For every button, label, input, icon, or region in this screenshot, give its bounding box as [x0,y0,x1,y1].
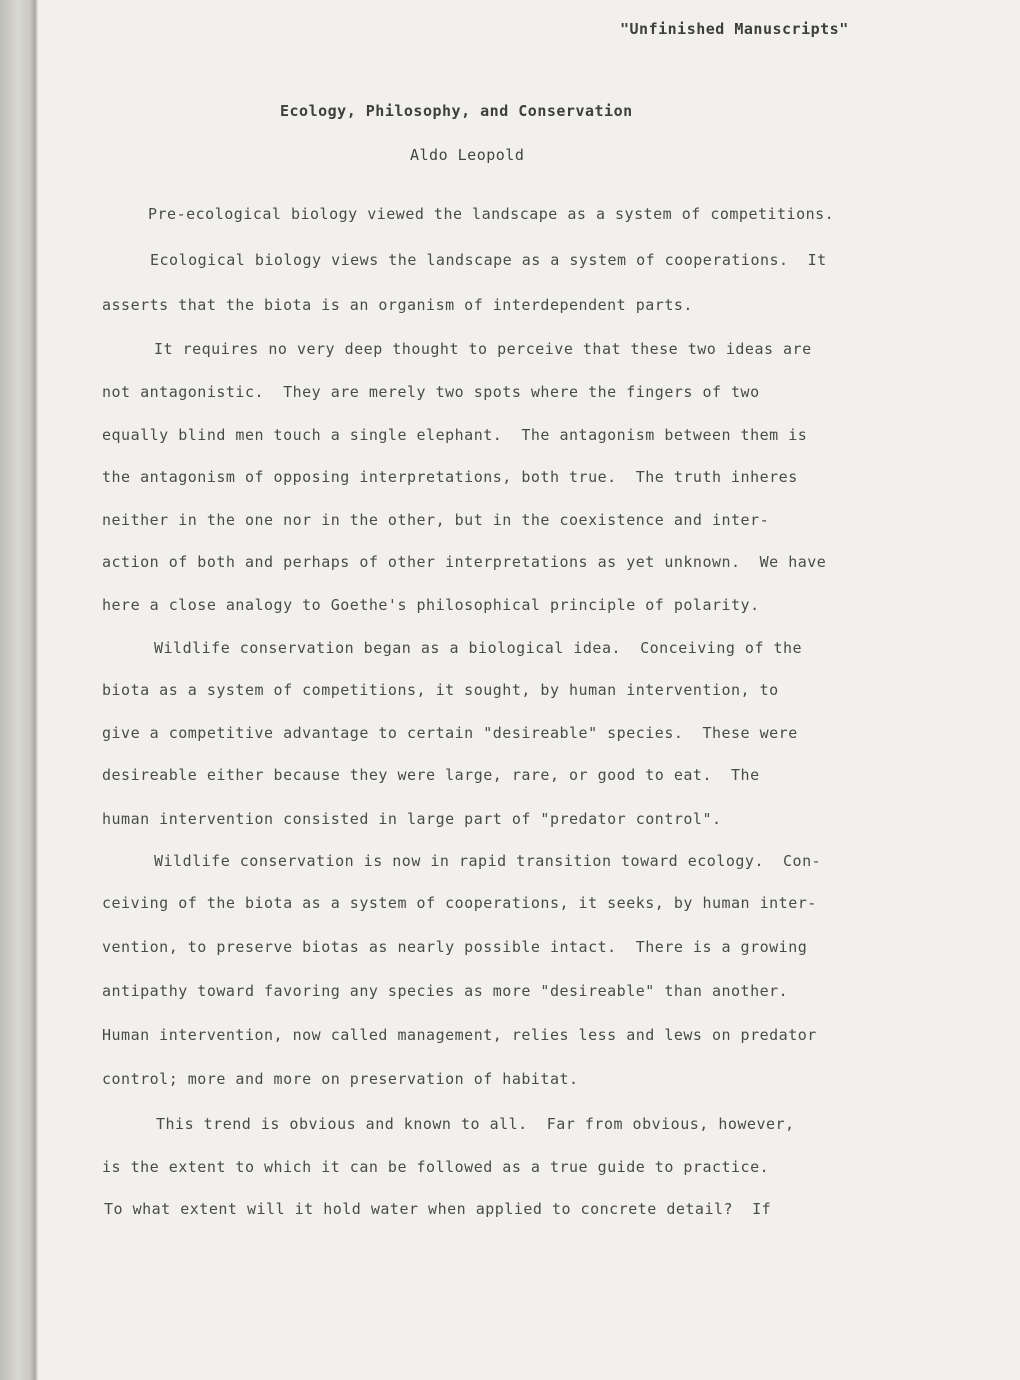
text-line: asserts that the biota is an organism of interdependent parts. [102,296,693,314]
manuscript-page [38,0,1020,1380]
text-line: vention, to preserve biotas as nearly possible intact. There is a growing [102,938,808,956]
text-line: Ecological biology views the landscape as a system of cooperations. It [150,251,827,269]
text-line: This trend is obvious and known to all. Far from obvious, however, [156,1115,795,1133]
text-line: give a competitive advantage to certain "desireable" species. These were [102,724,798,742]
text-line: control; more and more on preservation of habitat. [102,1070,579,1088]
text-line: It requires no very deep thought to perceive that these two ideas are [154,340,812,358]
text-line: equally blind men touch a single elephant. The antagonism between them is [102,426,808,444]
text-line: not antagonistic. They are merely two spots where the fingers of two [102,383,760,401]
text-line: Human intervention, now called management, relies less and lews on predator [102,1026,817,1044]
text-line: human intervention consisted in large part of "predator control". [102,810,722,828]
manuscript-header: "Unfinished Manuscripts" [620,20,849,38]
text-line: Wildlife conservation began as a biological idea. Conceiving of the [154,639,803,657]
text-line: here a close analogy to Goethe's philosophical principle of polarity. [102,596,760,614]
text-line: Pre-ecological biology viewed the landscape as a system of competitions. [148,205,835,223]
text-line: desireable either because they were large, rare, or good to eat. The [102,766,760,784]
text-line: ceiving of the biota as a system of cooperations, it seeks, by human inter- [102,894,817,912]
text-line: biota as a system of competitions, it sought, by human intervention, to [102,681,779,699]
document-author: Aldo Leopold [410,146,525,164]
text-line: antipathy toward favoring any species as more "desireable" than another. [102,982,789,1000]
text-line: is the extent to which it can be followed as a true guide to practice. [102,1158,770,1176]
text-line: action of both and perhaps of other interpretations as yet unknown. We have [102,553,827,571]
text-line: To what extent will it hold water when applied to concrete detail? If [104,1200,772,1218]
document-title: Ecology, Philosophy, and Conservation [280,102,633,120]
text-line: the antagonism of opposing interpretations, both true. The truth inheres [102,468,798,486]
text-line: neither in the one nor in the other, but in the coexistence and inter- [102,511,770,529]
text-line: Wildlife conservation is now in rapid transition toward ecology. Con- [154,852,822,870]
binding-edge [0,0,38,1380]
